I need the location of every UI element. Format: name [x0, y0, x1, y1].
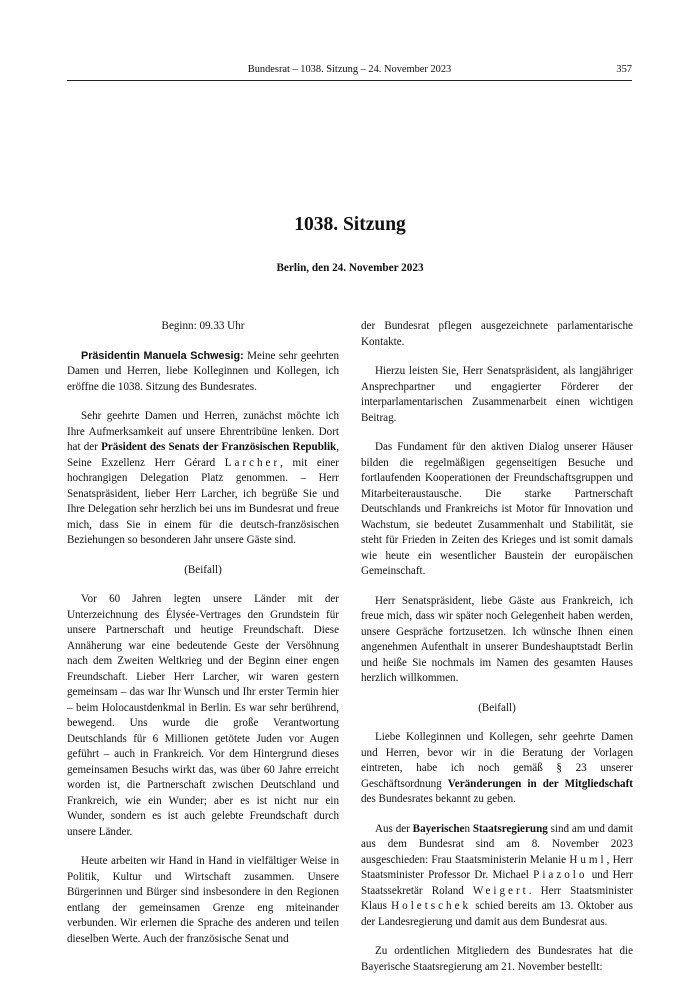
emphasis-membership-changes: Veränderungen in der Mitgliedschaft — [447, 777, 633, 790]
paragraph-cooperation: Heute arbeiten wir Hand in Hand in vielfältiger Weise in Politik, Kultur und Wirtschaft zusammen. Unsere Bürgerinnen und Bürger sind insbesondere in den Regionen entlang der gemeinsamen Grenze eng miteinander verbunden. Wir erlernen die Sprache des anderen und teilen dieselben Werte. Auch der französische Senat und — [67, 855, 339, 945]
paragraph-membership: Liebe Kolleginnen und Kollegen, sehr geehrte Damen und Herren, bevor wir in die Beratung der Vorlagen eintreten, habe ich noch gemäß § 23 unserer Geschäftsordnung Veränderungen in der Mitgliedschaft des Bundesrates bekannt zu geben. — [361, 731, 633, 805]
right-column — [361, 319, 633, 989]
emphasis-president-senate: Präsident des Senats der Französischen Republik — [101, 441, 337, 453]
paragraph-foundation: Das Fundament für den aktiven Dialog unserer Häuser bilden die regelmäßigen gegenseitigen Besuche und fortlaufenden Kooperationen der Freundschaftsgruppen und Mitarbeiteraustausche. Die starke Partnerschaft Deutschlands und Frankreichs ist Motor für Innovation und Wachstum, sie bedeutet Zusammenhalt und Stabilität, sie steht für Frieden in Zeiten des Krieges und ist somit damals wie heute ein wesentlicher Baustein der europäischen Gemeinschaft. — [361, 441, 633, 577]
dateline: Berlin, den 24. November 2023 — [276, 262, 424, 274]
speaker-name: Präsidentin Manuela Schwesig: — [81, 349, 244, 362]
emphasis-staatsregierung: Staatsregierung — [472, 822, 548, 835]
session-start: Beginn: 09.33 Uhr — [161, 320, 245, 332]
paragraph-new-members: Zu ordentlichen Mitgliedern des Bundesrates hat die Bayerische Staatsregierung am 21. November bestellt: — [361, 945, 633, 973]
paragraph-welcome: Sehr geehrte Damen und Herren, zunächst möchte ich Ihre Aufmerksamkeit auf unsere Ehrentribüne lenken. Dort hat der Präsident des Senats der Französischen Republik, Seine Exzellenz Herr Gérard Larcher, mit einer hochrangigen Delegation Platz genommen. – Herr Senatspräsident, lieber Herr Larcher, ich begrüße Sie und Ihre Delegation sehr herzlich bei uns im Bundesrat und freue mich, dass Sie in einem für die deutsch-französischen Beziehungen so besonderen Jahr unsere Gäste sind. — [67, 410, 340, 546]
name-larcher: Larcher — [224, 456, 281, 469]
name-weigert: Weigert — [472, 884, 529, 897]
paragraph-elysee: Vor 60 Jahren legten unsere Länder mit der Unterzeichnung des Élysée-Vertrages den Grundstein für unsere Partnerschaft und heutige Freundschaft. Diese Annäherung war eine bedeutende Geste der Versöhnung nach dem Zweiten Weltkrieg und der Beginn einer engen Freundschaft. Lieber Herr Larcher, wir waren gestern gemeinsam – das war Ihr Wunsch und Ihr erster Termin hier – beim Holocaustdenkmal in Berlin. Es war sehr berührend, bewegend. Uns wurde die große Verantwortung Deutschlands für 6 Millionen getötete Juden vor Augen geführt – auch in Frankreich. Vor dem Hintergrund dieses gemeinsamen Besuchs wirkt das, was über 60 Jahre erreicht worden ist, die Partnerschaft zwischen Deutschland und Frankreich, wie ein Wunder; aber es ist nicht nur ein Wunder, sondern es ist auch gelebte Freundschaft durch unsere Länder. — [67, 593, 339, 838]
applause-note: (Beifall) — [478, 701, 516, 714]
paragraph-bavaria-departures: Aus der Bayerischen Staatsregierung sind am und damit aus dem Bundesrat sind am 8. November 2023 ausgeschieden: Frau Staatsministerin Melanie Huml, Herr Staatsminister Professor Dr. Michael Piazolo und Herr Staatssekretär Roland Weigert. Herr Staatsminister Klaus Holetschek schied bereits am 13. Oktober aus der Landesregierung und damit aus dem Bundesrat aus. — [361, 822, 634, 928]
paragraph-opening: Präsidentin Manuela Schwesig: Meine sehr geehrten Damen und Herren, liebe Kolleginnen und Kollegen, ich eröffne die 1038. Sitzung des Bundesrates. — [67, 349, 339, 393]
left-column — [67, 319, 339, 961]
page-number: 357 — [616, 64, 632, 75]
paragraph-guests: Herr Senatspräsident, liebe Gäste aus Frankreich, ich freue mich, dass wir später noch Gelegenheit haben werden, unsere Gespräche fortzusetzen. Ich wünsche Ihnen einen angenehmen Aufenthalt in unserer Bundeshauptstadt Berlin und heiße Sie nochmals im Namen des gesamten Hauses herzlich willkommen. — [361, 594, 633, 684]
paragraph-contribution: Hierzu leisten Sie, Herr Senatspräsident, als langjähriger Ansprechpartner und engagierter Förderer der interparlamentarischen Zusammenarbeit einen wichtigen Beitrag. — [361, 365, 633, 424]
running-title: Bundesrat – 1038. Sitzung – 24. November 2023 — [247, 64, 452, 75]
name-piazolo: Piazolo — [533, 869, 588, 881]
name-holetschek: Holetschek — [391, 900, 472, 912]
name-huml: Huml — [569, 853, 607, 866]
running-header — [67, 62, 632, 81]
applause-note: (Beifall) — [184, 563, 222, 576]
session-title: 1038. Sitzung — [294, 214, 406, 235]
paragraph-contacts: der Bundesrat pflegen ausgezeichnete parlamentarische Kontakte. — [361, 320, 633, 348]
